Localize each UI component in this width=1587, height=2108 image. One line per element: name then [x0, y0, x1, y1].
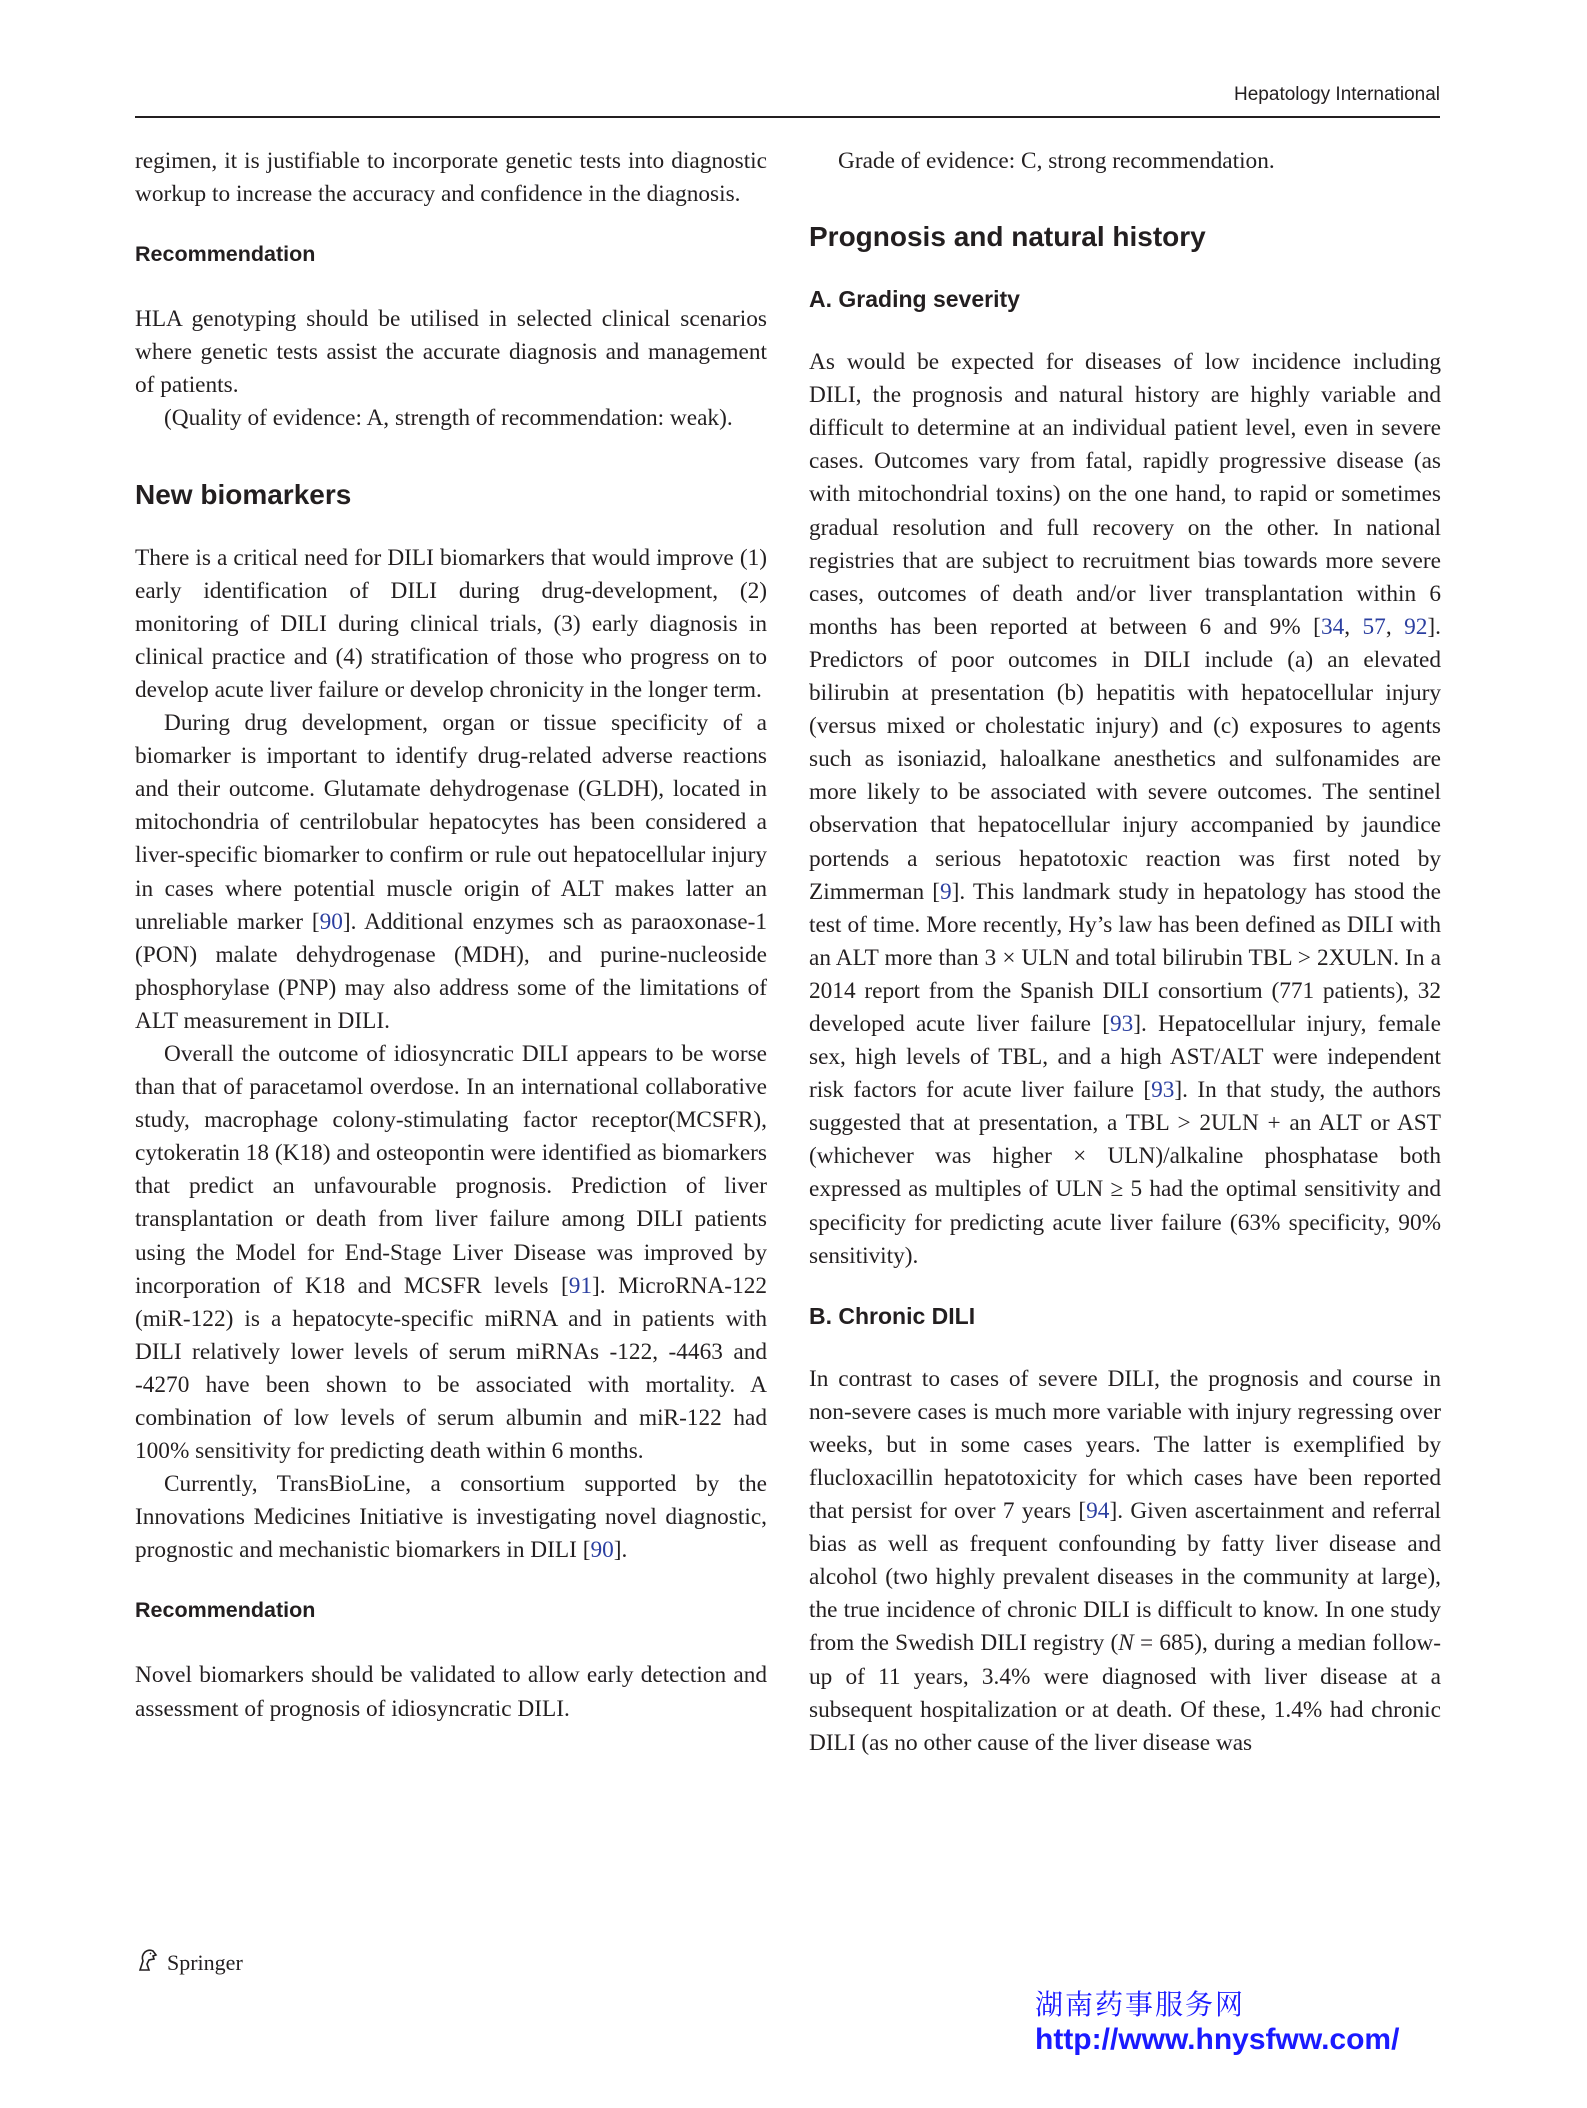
citation-link[interactable]: 90	[590, 1537, 614, 1564]
springer-horse-icon	[135, 1947, 161, 1979]
paragraph-biomarkers-2	[135, 707, 767, 1038]
text-run: ]. Given ascertainment and referral bias as well as frequent confounding by fatty liver disease and alcohol (two highly prevalent diseases in the community at large), the true incidence of chronic DILI is difficult to know. In one study from the Swedish DILI registry (	[809, 1498, 1442, 1657]
paragraph-biomarkers-4	[135, 1468, 767, 1567]
italic-n: N	[1118, 1630, 1134, 1657]
grade-of-evidence: Grade of evidence: C, strong recommendation.	[838, 148, 1275, 174]
right-column	[809, 145, 1441, 1760]
paragraph-grading-severity	[809, 346, 1441, 1273]
subsection-heading-chronic: B. Chronic DILI	[809, 1302, 976, 1329]
watermark	[1035, 1988, 1399, 2058]
citation-link[interactable]: 9	[940, 878, 952, 905]
citation-link[interactable]: 90	[319, 908, 343, 935]
text-run: ]. In that study, the authors suggested that at presentation, a TBL > 2ULN + an ALT or AST (whichever was higher × ULN)/alkaline phosphatase both expressed as multiples of ULN ≥ 5 had the optimal sensitivity and specificity for predicting acute liver failure (63% specificity, 90% sensitivity).	[809, 1077, 1441, 1269]
page-footer	[135, 1947, 243, 1979]
publisher-name: Springer	[167, 1950, 243, 1975]
running-header: Hepatology International	[1234, 84, 1440, 105]
text-run: ]. Predictors of poor outcomes in DILI include (a) an elevated bilirubin at presentation (b) hepatitis with hepatocellular injury (versus mixed or cholestatic injury) and (c) exposures to agents such as isoniazid, haloalkane anesthetics and sulfonamides are more likely to be associated with severe outcomes. The sentinel observation that hepatocellular injury accompanied by jaundice portends a serious hepatotoxic reaction was first noted by Zimmerman [	[809, 613, 1442, 905]
text-run: As would be expected for diseases of low incidence including DILI, the prognosis and natural history are highly variable and difficult to determine at an individual patient level, even in severe cases. Outcomes vary from fatal, rapidly progressive disease (as with mitochondrial toxins) on the one hand, to rapid or sometimes gradual resolution and full recovery on the other. In national registries that are subject to recruitment bias towards more severe cases, outcomes of death and/or liver transplantation within 6 months has been reported at between 6 and 9% [	[809, 349, 1441, 640]
citation-link[interactable]: 94	[1086, 1498, 1110, 1525]
paragraph-regimen: regimen, it is justifiable to incorporate genetic tests into diagnostic workup to increase the accuracy and confidence in the diagnosis.	[135, 148, 767, 208]
text-run: Currently, TransBioLine, a consortium supported by the Innovations Medicines Initiative is investigating novel diagnostic, prognostic and mechanistic biomarkers in DILI [	[135, 1471, 767, 1564]
paragraph-biomarkers-3	[135, 1038, 767, 1468]
subsection-heading-grading: A. Grading severity	[809, 286, 1020, 313]
text-run: ,	[1344, 613, 1363, 640]
citation-link[interactable]: 93	[1110, 1010, 1134, 1037]
left-column	[135, 145, 767, 1726]
watermark-site-name: 湖南药事服务网	[1035, 1988, 1246, 2021]
recommendation-text-1: HLA genotyping should be utilised in selected clinical scenarios where genetic tests assist the accurate diagnosis and management of patients.	[135, 306, 767, 399]
citation-link[interactable]: 91	[568, 1272, 593, 1299]
text-run: ]. This landmark study in hepatology has stood the test of time. More recently, Hy’s law has been defined as DILI with an ALT more than 3 × ULN and total bilirubin TBL > 2XULN. In a 2014 report from the Spanish DILI consortium (771 patients), 32 developed acute liver failure [	[809, 878, 1441, 1037]
recommendation-quality-1: (Quality of evidence: A, strength of recommendation: weak).	[164, 405, 733, 432]
paragraph-chronic-dili	[809, 1363, 1441, 1760]
text-run: Overall the outcome of idiosyncratic DILI appears to be worse than that of paracetamol overdose. In an international collaborative study, macrophage colony-stimulating factor receptor(MCSFR), cytokeratin 18 (K18) and osteopontin were identified as biomarkers that predict an unfavourable prognosis. Prediction of liver transplantation or death from liver failure among DILI patients using the Model for End-Stage Liver Disease was improved by incorporation of K18 and MCSFR levels [	[135, 1040, 767, 1299]
text-run: ]. Additional enzymes sch as paraoxonase-1 (PON) malate dehydrogenase (MDH), and purine-nucleoside phosphorylase (PNP) may also address some of the limitations of ALT measurement in DILI.	[135, 908, 767, 1034]
text-run: During drug development, organ or tissue specificity of a biomarker is important to identify drug-related adverse reactions and their outcome. Glutamate dehydrogenase (GLDH), located in mitochondria of centrilobular hepatocytes has been considered a liver-specific biomarker to confirm or rule out hepatocellular injury in cases where potential muscle origin of ALT makes latter an unreliable marker [	[135, 710, 767, 935]
watermark-url[interactable]: http://www.hnysfww.com/	[1035, 2023, 1400, 2056]
recommendation-heading-1: Recommendation	[135, 242, 316, 267]
citation-link[interactable]: 93	[1151, 1077, 1175, 1104]
citation-link[interactable]: 34	[1320, 613, 1345, 640]
citation-link[interactable]: 57	[1362, 613, 1386, 640]
header-rule	[135, 116, 1440, 118]
text-run: ]. MicroRNA-122 (miR-122) is a hepatocyte-specific miRNA and in patients with DILI relatively lower levels of serum miRNAs -122, -4463 and -4270 have been shown to be associated with mortality. A combination of low levels of serum albumin and miR-122 had 100% sensitivity for predicting death within 6 months.	[135, 1272, 767, 1465]
text-run: ,	[1385, 613, 1405, 640]
text-run: = 685), during a median follow-up of 11 years, 3.4% were diagnosed with liver disease at a subsequent hospitalization or at death. Of these, 1.4% had chronic DILI (as no other cause of the liver disease was	[809, 1630, 1441, 1756]
citation-link[interactable]: 92	[1404, 613, 1428, 640]
text-run: In contrast to cases of severe DILI, the prognosis and course in non-severe cases is much more variable with injury regressing over weeks, but in some cases years. The latter is exemplified by flucloxacillin hepatotoxicity for which cases have been reported that persist for over 7 years [	[809, 1365, 1441, 1525]
section-heading-biomarkers: New biomarkers	[135, 478, 352, 510]
paragraph-biomarkers-1: There is a critical need for DILI biomarkers that would improve (1) early identification of DILI during drug-development, (2) monitoring of DILI during clinical trials, (3) early diagnosis in clinical practice and (4) stratification of those who progress on to develop acute liver failure or develop chronicity in the longer term.	[135, 544, 767, 703]
section-heading-prognosis: Prognosis and natural history	[809, 221, 1206, 253]
recommendation-heading-2: Recommendation	[135, 1598, 316, 1623]
text-run: ].	[613, 1537, 628, 1564]
text-run: ]. Hepatocellular injury, female sex, high levels of TBL, and a high AST/ALT were independent risk factors for acute liver failure [	[809, 1010, 1441, 1104]
recommendation-text-2: Novel biomarkers should be validated to allow early detection and assessment of prognosis of idiosyncratic DILI.	[135, 1662, 767, 1722]
